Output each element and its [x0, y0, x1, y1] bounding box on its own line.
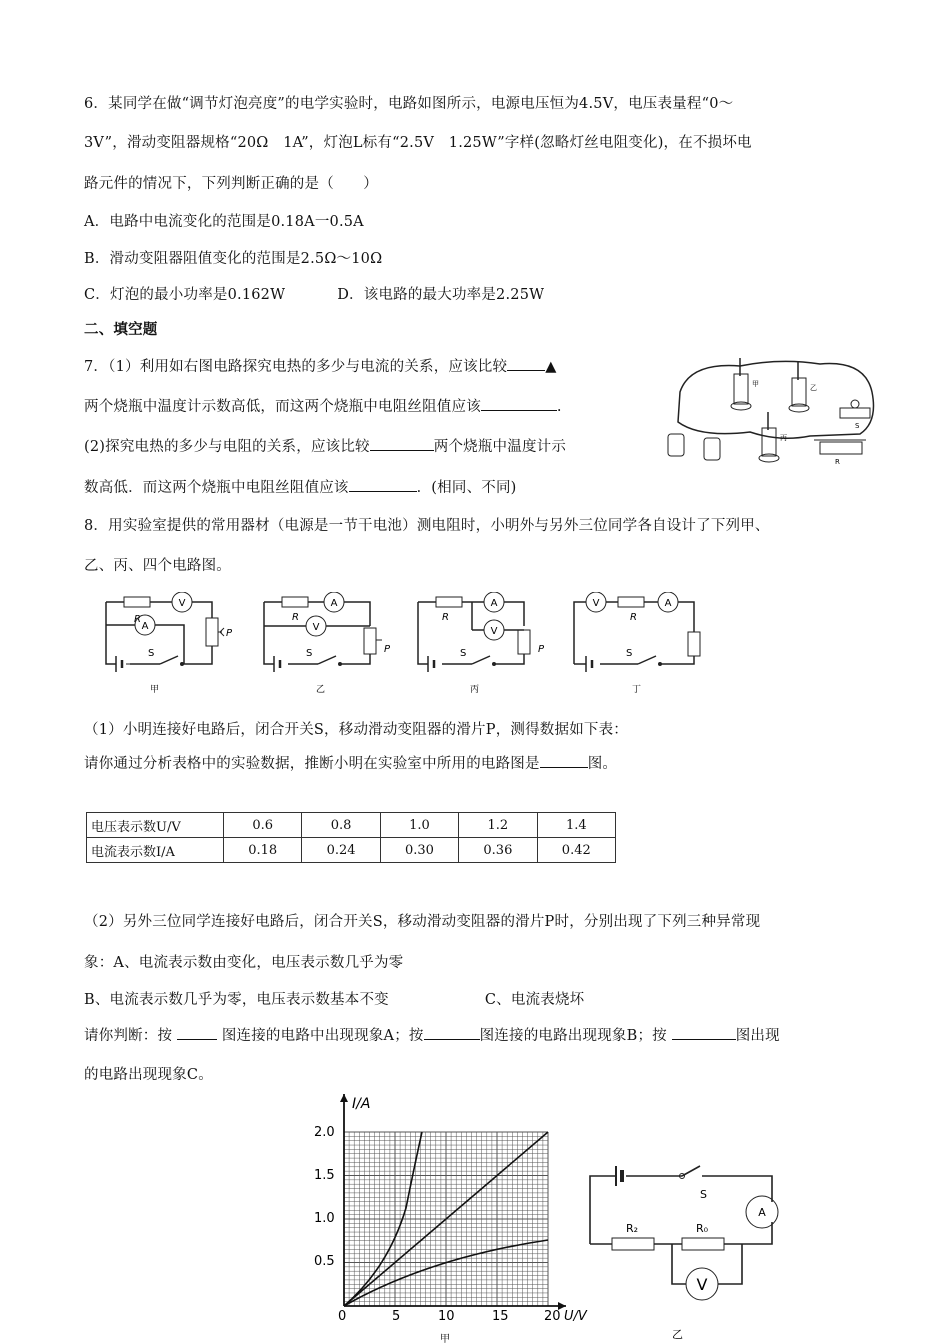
- table-cell: 1.4: [537, 813, 615, 838]
- q8-part4-line: 的电路出现现象C。: [84, 1067, 213, 1083]
- q7-text-3: (2)探究电热的多少与电阻的关系，应该比较: [84, 439, 370, 455]
- q8-phenomenon-c: C、电流表烧坏: [484, 992, 585, 1008]
- q8-circuit-bing: [412, 592, 552, 697]
- q7-line3: [84, 435, 566, 456]
- caption-ding: 丁: [632, 685, 642, 695]
- table-cell: 0.24: [302, 838, 380, 863]
- rheostat-label: R: [835, 458, 840, 466]
- table-cell: 0.36: [459, 838, 537, 863]
- ammeter-label-ding: A: [664, 598, 672, 609]
- q8-judge-text-2: 图连接的电路中出现现象A；按: [221, 1028, 424, 1044]
- xtick-10: 10: [438, 1309, 455, 1324]
- table-cell: 0.6: [224, 813, 302, 838]
- ytick-2.0: 2.0: [314, 1125, 335, 1140]
- q7-triangle: ▲: [545, 359, 557, 375]
- q8-judge-text-1: 请你判断：按: [84, 1028, 173, 1044]
- q8-part2-line3: [84, 988, 584, 1009]
- table-row: [87, 838, 616, 863]
- q8-circuit-yi: [258, 592, 398, 697]
- q8-part1-line2: [84, 752, 617, 773]
- switch-label: S: [855, 422, 860, 430]
- table-cell: 0.30: [380, 838, 458, 863]
- iu-graph: [308, 1088, 608, 1344]
- s-label-ding: S: [626, 648, 633, 659]
- switch: [840, 400, 870, 430]
- q7-text-1: 7．（1）利用如右图电路探究电热的多少与电流的关系，应该比较: [84, 359, 508, 375]
- ammeter-label-bing: A: [490, 598, 498, 609]
- q7-line4: [84, 476, 517, 497]
- q7-apparatus-figure: [660, 352, 880, 468]
- q6-stem-line1: 6．某同学在做“调节灯泡亮度”的电学实验时，电路如图所示，电源电压恒为4.5V，电压表量程“0～: [84, 96, 734, 112]
- p-label-yi: P: [384, 644, 391, 655]
- q8-part3-line: [84, 1024, 780, 1045]
- caption-bing: 丙: [470, 685, 480, 695]
- p-label-bing: P: [538, 644, 545, 655]
- circuit-yi-b: [582, 1158, 812, 1344]
- q8-judge-text-3: 图连接的电路出现现象B；按: [479, 1028, 667, 1044]
- voltmeter-label-jia: V: [178, 598, 186, 609]
- table-header-current: 电流表示数I/A: [87, 838, 224, 863]
- voltmeter-label-bing: V: [490, 626, 498, 637]
- flask-label-3: 丙: [780, 434, 787, 442]
- caption-jia: 甲: [150, 685, 160, 695]
- q8-judge-text-4: 图出现: [735, 1028, 780, 1044]
- table-header-voltage: 电压表示数U/V: [87, 813, 224, 838]
- s-label-jia: S: [148, 648, 155, 659]
- rheostat: [814, 440, 866, 466]
- ytick-1.0: 1.0: [314, 1211, 335, 1226]
- table-cell: 0.8: [302, 813, 380, 838]
- q8-blank-c[interactable]: [672, 1025, 736, 1040]
- q7-blank-2[interactable]: [481, 396, 557, 411]
- graph-caption: 甲: [440, 1334, 450, 1344]
- q7-blank-1[interactable]: [507, 356, 545, 371]
- q7-blank-4[interactable]: [349, 477, 417, 492]
- q8-part2-line2: 象：A、电流表示数由变化，电压表示数几乎为零: [84, 955, 404, 971]
- battery-cells: [668, 434, 720, 460]
- ammeter-label-jia: A: [141, 621, 149, 632]
- q8-phenomenon-b: B、电流表示数几乎为零，电压表示数基本不变: [84, 992, 389, 1008]
- switch-s-label: S: [700, 1188, 707, 1201]
- q8-line1: 8．用实验室提供的常用器材（电源是一节干电池）测电阻时，小明外与另外三位同学各自设计了下列甲、: [84, 518, 770, 534]
- q7-line1: [84, 355, 557, 376]
- table-cell: 1.0: [380, 813, 458, 838]
- q7-text-4: 数高低．而这两个烧瓶中电阻丝阻值应该: [84, 480, 349, 496]
- xtick-15: 15: [492, 1309, 509, 1324]
- q7-period: .: [556, 399, 562, 415]
- s-label-yi: S: [306, 648, 313, 659]
- circuit-b-caption: 乙: [672, 1328, 683, 1341]
- q8-part1-tail: 图。: [587, 756, 618, 772]
- p-label-jia: P: [226, 628, 233, 639]
- q8-circuit-jia: [100, 592, 240, 697]
- flask-label-2: 乙: [810, 384, 817, 392]
- q6-option-d: D．该电路的最大功率是2.25W: [337, 287, 545, 303]
- q7-blank-3[interactable]: [370, 436, 434, 451]
- q8-blank-a[interactable]: [177, 1025, 217, 1040]
- q8-blank-b[interactable]: [424, 1025, 480, 1040]
- q8-circuit-ding: [568, 592, 718, 697]
- voltmeter-label-ding: V: [592, 598, 600, 609]
- table-cell: 0.18: [224, 838, 302, 863]
- q7-text-2: 两个烧瓶中温度计示数高低，而这两个烧瓶中电阻丝阻值应该: [84, 399, 481, 415]
- q7-text-3b: 两个烧瓶中温度计示: [433, 439, 567, 455]
- table-cell: 0.42: [537, 838, 615, 863]
- voltmeter-v-label: V: [696, 1275, 708, 1294]
- r2-label: R₂: [626, 1222, 639, 1235]
- flask-label-1: 甲: [752, 380, 759, 388]
- q7-text-4b: ．(相同、不同): [416, 480, 517, 496]
- caption-yi: 乙: [316, 685, 326, 695]
- q8-part2-line1: （2）另外三位同学连接好电路后，闭合开关S，移动滑动变阻器的滑片P时，分别出现了下列三种异常现: [84, 914, 761, 930]
- graph-ylabel: I/A: [352, 1096, 371, 1112]
- q8-part1-text: 请你通过分析表格中的实验数据，推断小明在实验室中所用的电路图是: [84, 756, 540, 772]
- xtick-20: 20: [544, 1309, 561, 1324]
- q6-stem-line3: 路元件的情况下，下列判断正确的是（ ）: [84, 176, 378, 192]
- r-label-bing: R: [442, 612, 449, 623]
- r-label-jia: R: [134, 614, 141, 625]
- xtick-0: 0: [338, 1309, 347, 1324]
- r-label-yi: R: [292, 612, 299, 623]
- q7-line2: [84, 395, 562, 416]
- q6-stem-line2: 3V”，滑动变阻器规格“20Ω 1A”，灯泡L标有“2.5V 1.25W”字样(忽略灯丝电阻变化)，在不损坏电: [84, 135, 752, 151]
- ammeter-a-label: A: [758, 1206, 766, 1219]
- ytick-0.5: 0.5: [314, 1254, 335, 1269]
- xtick-5: 5: [392, 1309, 401, 1324]
- q6-option-b: B．滑动变阻器阻值变化的范围是2.5Ω～10Ω: [84, 251, 383, 267]
- q6-option-cd: [84, 283, 544, 304]
- s-label-bing: S: [460, 648, 467, 659]
- q8-line2: 乙、丙、四个电路图。: [84, 558, 231, 574]
- ytick-1.5: 1.5: [314, 1168, 335, 1183]
- table-cell: 1.2: [459, 813, 537, 838]
- ammeter-label-yi: A: [330, 598, 338, 609]
- q6-option-c: C．灯泡的最小功率是0.162W: [84, 287, 286, 303]
- r-label-ding: R: [630, 612, 637, 623]
- q6-option-a: A．电路中电流变化的范围是0.18A一0.5A: [84, 214, 364, 230]
- r0-label: R₀: [696, 1222, 709, 1235]
- flask-2: [789, 362, 817, 412]
- q8-part1-line1: （1）小明连接好电路后，闭合开关S，移动滑动变阻器的滑片P，测得数据如下表：: [84, 722, 629, 738]
- q8-blank-circuit[interactable]: [540, 753, 588, 768]
- graph-xlabel: U/V: [564, 1309, 587, 1324]
- table-row: [87, 813, 616, 838]
- voltmeter-label-yi: V: [312, 622, 320, 633]
- q8-data-table: [86, 812, 616, 874]
- section-title: 二、填空题: [84, 322, 158, 338]
